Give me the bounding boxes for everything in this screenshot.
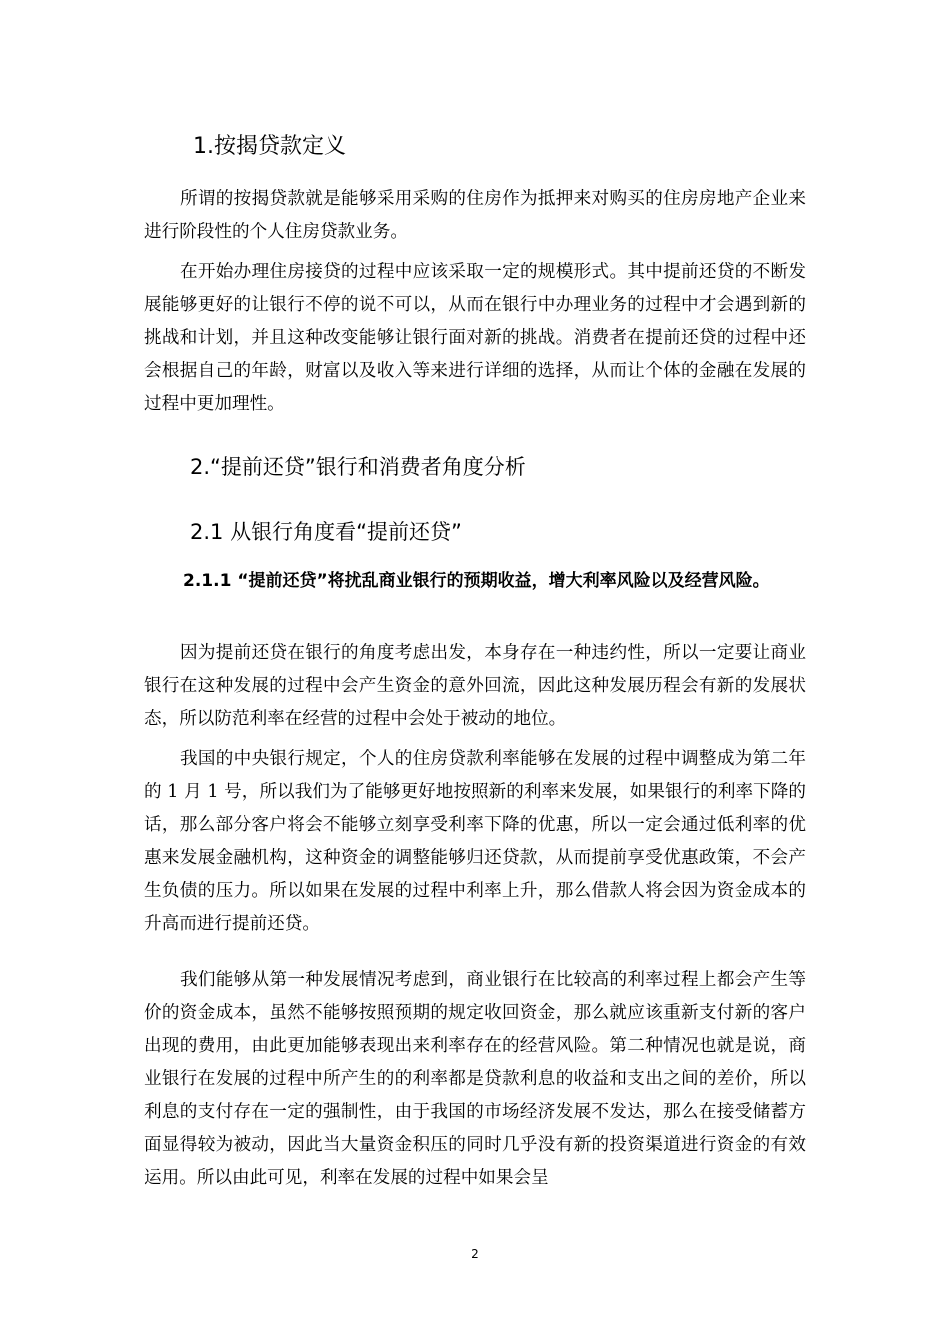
section-1-paragraph-1: 所谓的按揭贷款就是能够采用采购的住房作为抵押来对购买的住房房地产企业来进行阶段性的个人住房贷款业务。 bbox=[144, 189, 806, 242]
section-2-heading: 2.“提前还贷”银行和消费者角度分析 bbox=[190, 455, 526, 479]
section-2-1-heading: 2.1 从银行角度看“提前还贷” bbox=[190, 520, 462, 544]
section-1-heading: 1.按揭贷款定义 bbox=[193, 134, 346, 159]
section-1-paragraph-2: 在开始办理住房接贷的过程中应该采取一定的规模形式。其中提前还贷的不断发展能够更好的让银行不停的说不可以，从而在银行中办理业务的过程中才会遇到新的挑战和计划，并且这种改变能够让银行面对新的挑战。消费者在提前还贷的过程中还会根据自己的年龄，财富以及收入等来进行详细的选择，从而让个体的金融在发展的过程中更加理性。 bbox=[144, 262, 806, 414]
page-number: 2 bbox=[471, 1247, 479, 1261]
section-2-1-1-heading: 2.1.1 “提前还贷”将扰乱商业银行的预期收益，增大利率风险以及经营风险。 bbox=[183, 571, 770, 591]
section-2-1-1-paragraph-2: 我国的中央银行规定，个人的住房贷款利率能够在发展的过程中调整成为第二年的 1 月 1 号，所以我们为了能够更好地按照新的利率来发展，如果银行的利率下降的话，那么部分客户将会不能够立刻享受利率下降的优惠，所以一定会通过低利率的优惠来发展金融机构，这种资金的调整能够归还贷款，从而提前享受优惠政策，不会产生负债的压力。所以如果在发展的过程中利率上升，那么借款人将会因为资金成本的升高而进行提前还贷。 bbox=[144, 749, 806, 934]
section-2-1-1-paragraph-3: 我们能够从第一种发展情况考虑到，商业银行在比较高的利率过程上都会产生等价的资金成本，虽然不能够按照预期的规定收回资金，那么就应该重新支付新的客户出现的费用，由此更加能够表现出来利率存在的经营风险。第二种情况也就是说，商业银行在发展的过程中所产生的的利率都是贷款利息的收益和支出之间的差价，所以利息的支付存在一定的强制性，由于我国的市场经济发展不发达，那么在接受储蓄方面显得较为被动，因此当大量资金积压的同时几乎没有新的投资渠道进行资金的有效运用。所以由此可见，利率在发展的过程中如果会呈 bbox=[144, 970, 806, 1188]
section-2-1-1-paragraph-1: 因为提前还贷在银行的角度考虑出发，本身存在一种违约性，所以一定要让商业银行在这种发展的过程中会产生资金的意外回流，因此这种发展历程会有新的发展状态，所以防范利率在经营的过程中会处于被动的地位。 bbox=[144, 643, 806, 729]
